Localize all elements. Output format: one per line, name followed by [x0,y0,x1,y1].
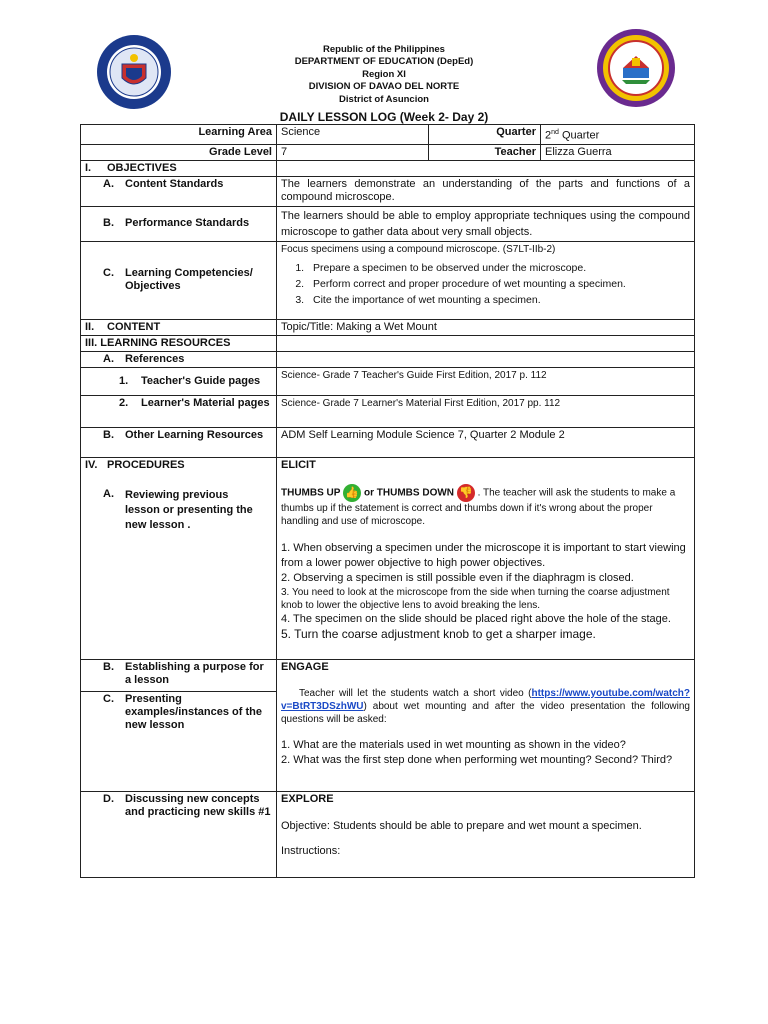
row-teachers-guide [81,367,695,395]
objectives-title: OBJECTIVES [107,161,177,174]
lesson-log-title: DAILY LESSON LOG (Week 2- Day 2) [279,110,489,124]
row-competencies [81,241,695,319]
lesson-log-table [80,124,695,878]
thumbs-instruction-text: . The teacher will ask the students to make a thumbs up if the statement is correct and thumbs down if it's wrong about the proper handling and use of microscope. [281,487,676,527]
procedure-b-title: Establishing a purpose for a lesson [125,660,264,686]
references-num: A. [103,352,114,365]
explore-objective: Objective: Students should be able to prepare and wet mount a specimen. [281,819,642,832]
statement-1: 1. When observing a specimen under the microscope it is important to start viewing from a lower power objective to high power objectives. [281,541,686,569]
teachers-guide-num: 1. [119,374,129,387]
procedure-b-label [81,659,277,691]
procedure-b-num: B. [103,660,114,673]
procedures-title: PROCEDURES [107,458,185,471]
competencies-list [281,260,690,308]
teachers-guide-label [81,367,277,395]
thumbs-up-label: THUMBS UP [281,487,341,499]
learning-area-value: Science [277,125,429,145]
procedure-c-title: Presenting examples/instances of the new lesson [125,692,262,731]
header-district: District of Asuncion [339,93,429,105]
quarter-value [541,125,695,145]
learners-material-title: Learner's Material pages [141,396,270,409]
row-procedure-d [81,791,695,877]
other-resources-label [81,427,277,457]
row-grade-level [81,144,695,160]
engage-text-pre: Teacher will let the students watch a short video ( [299,687,532,699]
learners-material-label [81,395,277,427]
learners-material-text: Science- Grade 7 Learner's Material First Edition, 2017 pp. 112 [277,395,695,427]
procedure-c-label [81,691,277,791]
references-title: References [125,352,185,365]
engage-question-2: 2. What was the first step done when performing wet mounting? Second? Third? [281,753,673,766]
content-title: CONTENT [107,320,161,333]
procedure-d-title: Discussing new concepts and practicing new skills #1 [125,792,271,818]
procedure-d-label [81,791,277,877]
statement-5: 5. Turn the coarse adjustment knob to get a sharper image. [281,626,596,641]
row-procedure-b [81,659,695,691]
header-division: DIVISION OF DAVAO DEL NORTE [308,81,460,93]
row-references [81,351,695,367]
explore-cell [277,791,695,877]
content-text: Topic/Title: Making a Wet Mount [277,319,695,335]
row-performance-standards [81,206,695,241]
thumbs-down-icon: 👎 [457,484,475,502]
procedures-cell [81,457,277,659]
school-header [0,44,768,106]
performance-standards-text: The learners should be able to employ appropriate techniques using the compound microscope to gather data about very small objects. [281,209,690,238]
objectives-heading [81,160,277,176]
row-learners-material [81,395,695,427]
learning-resources-heading: III. LEARNING RESOURCES [81,335,277,351]
quarter-word: Quarter [558,129,600,142]
thumbs-up-icon: 👍 [343,484,361,502]
header-region: Region XI [362,68,406,80]
grade-level-value: 7 [277,144,429,160]
performance-standards-num: B. [103,217,114,230]
competencies-intro: Focus specimens using a compound microscope. (S7LT-IIb-2) [281,243,556,255]
statement-4: 4. The specimen on the slide should be placed right above the hole of the stage. [281,612,671,625]
learning-area-label: Learning Area [81,125,277,145]
references-label [81,351,277,367]
content-standards-num: A. [103,177,114,190]
objectives-num: I. [85,161,92,174]
engage-text [281,687,690,726]
grade-level-label: Grade Level [81,144,277,160]
content-label [81,319,277,335]
row-content [81,319,695,335]
engage-text-post: ) about wet mounting and after the video presentation the following questions will be asked: [281,700,690,725]
quarter-number: 2 [545,129,552,142]
teachers-guide-title: Teacher's Guide pages [141,374,261,387]
quarter-label: Quarter [429,125,541,145]
statement-2: 2. Observing a specimen is still possible even if the diaphragm is closed. [281,571,634,584]
engage-question-1: 1. What are the materials used in wet mounting as shown in the video? [281,738,626,751]
competencies-title: Learning Competencies/ Objectives [125,267,253,293]
content-standards-label [81,176,277,206]
competencies-num: C. [103,267,114,280]
row-content-standards [81,176,695,206]
procedure-c-num: C. [103,692,114,705]
other-resources-text: ADM Self Learning Module Science 7, Quarter 2 Module 2 [277,427,695,457]
statement-3: 3. You need to look at the microscope from the side when turning the coarse adjustment knob to lower the objective lens to avoid breaking the lens. [281,586,670,611]
quarter-suffix: nd [551,129,559,136]
elicit-cell [277,457,695,659]
row-procedure-a [81,457,695,659]
competency-item: 3. Cite the importance of wet mounting a specimen. [307,292,690,308]
other-resources-title: Other Learning Resources [125,428,264,441]
elicit-heading: ELICIT [281,458,316,471]
other-resources-num: B. [103,428,114,441]
content-standards-title: Content Standards [125,177,224,190]
content-num: II. [85,320,95,333]
competency-item: 1. Prepare a specimen to be observed under the microscope. [307,260,690,276]
procedure-a-num: A. [103,487,114,500]
header-department: DEPARTMENT OF EDUCATION (DepEd) [294,56,474,68]
thumbs-instruction [281,484,690,528]
engage-heading: ENGAGE [281,660,329,673]
video-link[interactable]: https://www.youtube.com/watch?v=BtRT3DSzhWU [281,687,690,712]
procedures-heading [85,459,272,472]
engage-cell [277,659,695,791]
teacher-label: Teacher [429,144,541,160]
row-learning-area [81,125,695,145]
performance-standards-title: Performance Standards [125,217,250,230]
procedures-num: IV. [85,458,98,471]
row-other-resources [81,427,695,457]
learners-material-num: 2. [119,396,129,409]
explore-heading: EXPLORE [281,792,334,805]
row-objectives-heading [81,160,695,176]
teachers-guide-text: Science- Grade 7 Teacher's Guide First Edition, 2017 p. 112 [277,367,695,395]
procedure-a-label [85,488,263,533]
procedure-d-num: D. [103,792,114,805]
row-learning-resources [81,335,695,351]
thumbs-down-label: or THUMBS DOWN [364,487,455,499]
procedure-a-title: Reviewing previous lesson or presenting the new lesson . [125,488,253,531]
performance-standards-label [81,206,277,241]
teacher-value: Elizza Guerra [541,144,695,160]
content-standards-text: The learners demonstrate an understanding of the parts and functions of a compound microscope. [281,177,690,203]
competencies-label [81,241,277,319]
competency-item: 2. Perform correct and proper procedure of wet mounting a specimen. [307,276,690,292]
header-republic: Republic of the Philippines [323,44,445,55]
explore-instructions: Instructions: [281,844,341,857]
